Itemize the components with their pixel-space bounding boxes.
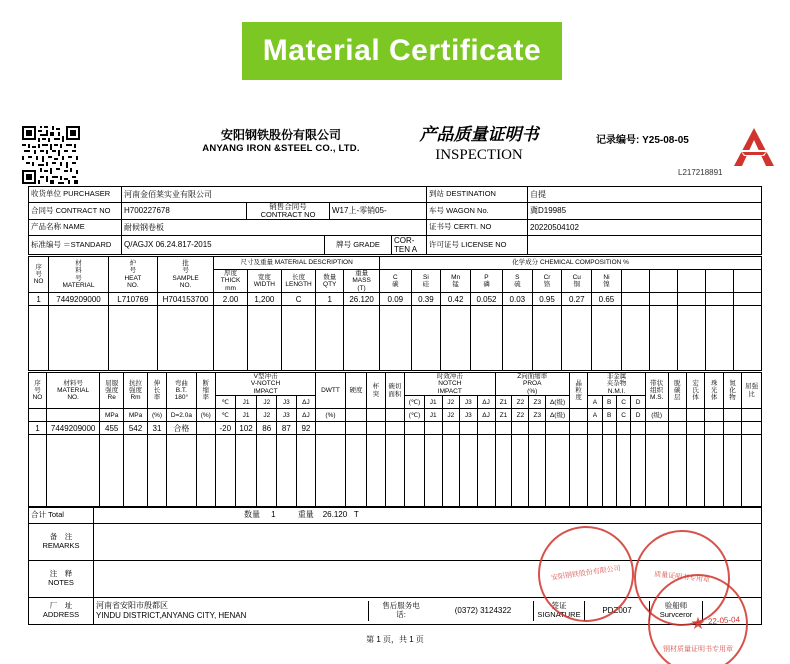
cell-empty — [344, 306, 380, 371]
cell-empty — [277, 435, 297, 508]
cell-empty — [631, 435, 645, 508]
unit-grain — [569, 409, 587, 422]
unit-nmi-c: C — [616, 409, 630, 422]
col-group-nmi: 非金属 夹杂物 N.M.I. — [588, 373, 645, 396]
col-group-aging: 时效冲击 NOTCH IMPACT — [405, 373, 496, 396]
qty-value: 1 — [271, 510, 276, 520]
unit-a-j2: J2 — [442, 409, 460, 422]
unit-tensile: MPa — [124, 409, 148, 422]
col-material: 材 料 号 MATERIAL — [49, 257, 109, 293]
col-banded: 带状 组织 M.S. — [645, 373, 668, 409]
unit-ratio — [742, 409, 762, 422]
mass-label: 重量 — [297, 510, 314, 520]
col-v-avg: ΔJ — [296, 396, 316, 409]
cell-z1 — [495, 422, 512, 435]
col-macro: 宏 氏 体 — [686, 373, 704, 409]
col-v-j1: J1 — [235, 396, 257, 409]
unit-no — [29, 409, 47, 422]
notes-value — [94, 561, 762, 598]
mechanical-properties-table — [28, 372, 762, 508]
cell-empty — [569, 435, 587, 508]
cell-qty: 1 — [316, 293, 344, 306]
col-el-si: Si 硅 — [411, 270, 441, 293]
col-a-j1: J1 — [424, 396, 442, 409]
document-title-cn: 产品质量证明书 — [419, 125, 539, 144]
unit-reduction: (%) — [196, 409, 215, 422]
table-row — [29, 422, 762, 435]
cell-empty — [49, 306, 109, 371]
col-a-temp: (℃) — [405, 396, 425, 409]
cell-no: 1 — [29, 422, 47, 435]
cell-empty — [442, 435, 460, 508]
standard-label: 标准编号 ＝STANDARD — [29, 235, 122, 254]
cell-empty — [157, 306, 213, 371]
col-a-avg: ΔJ — [477, 396, 495, 409]
col-elongation: 伸 长 率 — [147, 373, 166, 409]
col-v-j2: J2 — [257, 396, 277, 409]
cell-cup — [367, 422, 385, 435]
seal3-text: 钢材质量证明书专用章 — [663, 646, 733, 654]
qty-label: 数量 — [244, 510, 260, 520]
cell-width: 1,200 — [247, 293, 281, 306]
cell-empty — [380, 306, 411, 371]
cell-elongation: 31 — [147, 422, 166, 435]
service-phone-label: 售后服务电 话: — [369, 601, 434, 620]
col-el-blank3 — [677, 270, 705, 293]
license-value — [528, 235, 762, 254]
cell-empty — [281, 306, 316, 371]
company-name-cn: 安阳钢铁股份有限公司 — [220, 128, 341, 142]
material-certificate-banner — [240, 20, 564, 82]
cell-empty — [147, 435, 166, 508]
col-yield: 屈服 强度 Re — [100, 373, 124, 409]
contract-value: H700227678 — [124, 206, 170, 216]
col-el-cu: Cu 铜 — [562, 270, 592, 293]
col-reduction: 断 缩 率 — [196, 373, 215, 409]
anyang-steel-logo-icon — [730, 126, 778, 170]
record-number-label: 记录编号: — [596, 135, 640, 146]
col-sample: 批 号 SAMPLE NO. — [157, 257, 213, 293]
col-length: 长度 LENGTH — [281, 270, 316, 293]
col-tensile: 抗拉 强度 Rm — [124, 373, 148, 409]
unit-nmi-a: A — [588, 409, 602, 422]
remarks-label: 备 注 REMARKS — [29, 524, 94, 561]
table-header-row — [29, 373, 762, 396]
cell-blank3 — [677, 293, 705, 306]
col-flat: 碗切 面积 — [385, 373, 404, 409]
info-table — [28, 186, 762, 255]
seal1-text: 安阳钢铁股份有限公司 — [550, 565, 622, 582]
unit-a-temp: (℃) — [405, 409, 425, 422]
cell-empty — [532, 306, 562, 371]
unit-v-temp: ℃ — [215, 409, 235, 422]
cell-a-avg — [477, 422, 495, 435]
cell-empty — [367, 435, 385, 508]
cell-nmi-d — [631, 422, 645, 435]
cell-empty — [602, 435, 616, 508]
notes-label: 注 释 NOTES — [29, 561, 94, 598]
table-row-empty — [29, 306, 762, 371]
cell-a-j1 — [424, 422, 442, 435]
cell-thick: 2.00 — [214, 293, 248, 306]
cell-a-j2 — [442, 422, 460, 435]
cell-v-j1: 102 — [235, 422, 257, 435]
cell-empty — [616, 435, 630, 508]
cell-empty — [705, 306, 733, 371]
table-row — [29, 219, 762, 235]
cell-empty — [723, 435, 741, 508]
company-block — [176, 128, 386, 155]
cell-empty — [477, 435, 495, 508]
cell-material: 7449209000 — [46, 422, 99, 435]
cell-z-avg — [546, 422, 570, 435]
unit-nmi-d: D — [631, 409, 645, 422]
mass-unit: T — [353, 510, 359, 520]
col-el-c: C 碳 — [380, 270, 411, 293]
col-dwtt: DWTT — [316, 373, 346, 409]
cell-p: 0.052 — [470, 293, 502, 306]
cell-no: 1 — [29, 293, 49, 306]
cell-empty — [247, 306, 281, 371]
cell-empty — [124, 435, 148, 508]
cert-value: 20220504102 — [528, 219, 762, 235]
col-z2: Z2 — [512, 396, 529, 409]
col-width: 宽度 WIDTH — [247, 270, 281, 293]
product-value: 耐候钢卷板 — [122, 219, 427, 235]
col-el-mn: Mn 锰 — [441, 270, 471, 293]
col-nmi-d: D — [631, 396, 645, 409]
cell-empty — [512, 435, 529, 508]
cell-nmi-a — [588, 422, 602, 435]
col-el-s: S 硫 — [502, 270, 532, 293]
col-heat: 炉 号 HEAT NO. — [108, 257, 157, 293]
col-v-j3: J3 — [277, 396, 297, 409]
cell-empty — [686, 435, 704, 508]
cell-c: 0.09 — [380, 293, 411, 306]
cell-dwtt — [316, 422, 346, 435]
unit-z1: Z1 — [495, 409, 512, 422]
unit-a-j3: J3 — [460, 409, 478, 422]
banner-title: Material Certificate — [262, 34, 542, 67]
document-title-block — [386, 124, 572, 166]
unit-yield: MPa — [100, 409, 124, 422]
cell-empty — [405, 435, 425, 508]
cell-empty — [592, 306, 622, 371]
destination-label: 到站 DESTINATION — [427, 187, 528, 203]
address-label: 厂 址 ADDRESS — [29, 598, 94, 625]
cell-ratio — [742, 422, 762, 435]
cell-empty — [196, 435, 215, 508]
unit-a-j1: J1 — [424, 409, 442, 422]
cell-empty — [424, 435, 442, 508]
cell-empty — [29, 435, 47, 508]
cell-cr: 0.95 — [532, 293, 562, 306]
cell-decarb — [668, 422, 686, 435]
cell-banded — [645, 422, 668, 435]
col-nitride: 氮 化 物 — [723, 373, 741, 409]
cell-empty — [529, 435, 546, 508]
col-cup: 杯 突 — [367, 373, 385, 409]
notes-row — [29, 561, 762, 598]
col-el-cr: Cr 铬 — [532, 270, 562, 293]
col-a-j3: J3 — [460, 396, 478, 409]
col-group-proa: Z向面缩率 PROA (%) — [495, 373, 569, 396]
stamp-date: 22-05-04 — [707, 614, 741, 627]
cell-empty — [668, 435, 686, 508]
wagon-value: 冀D19985 — [528, 203, 762, 220]
cell-blank1 — [621, 293, 649, 306]
col-z1: Z1 — [495, 396, 512, 409]
col-grain: 晶 粒 度 — [569, 373, 587, 409]
cell-v-j3: 87 — [277, 422, 297, 435]
col-el-blank5 — [733, 270, 761, 293]
col-mass: 重量 MASS (T) — [344, 270, 380, 293]
cell-empty — [167, 435, 197, 508]
qr-code-icon — [22, 126, 80, 184]
cell-blank4 — [705, 293, 733, 306]
signature-label: 签证 SIGNATURE — [534, 601, 585, 620]
sales-contract-value: W17上-零销05- — [330, 203, 427, 219]
col-nmi-c: C — [616, 396, 630, 409]
license-label: 许可证号 LICENSE NO — [427, 235, 528, 254]
page-note: 第 1 页，共 1 页 — [366, 635, 424, 644]
cell-blank2 — [649, 293, 677, 306]
col-group-vnotch: V型冲击 V-NOTCH IMPACT — [215, 373, 315, 396]
sales-contract-label: 销售合同号 CONTRACT NO — [247, 203, 330, 219]
unit-cup — [367, 409, 385, 422]
cell-macro — [686, 422, 704, 435]
unit-v-avg: ΔJ — [296, 409, 316, 422]
cell-flat — [385, 422, 404, 435]
col-nmi-b: B — [602, 396, 616, 409]
cell-v-temp: -20 — [215, 422, 235, 435]
col-pearlite: 珠 光 体 — [705, 373, 723, 409]
cell-cu: 0.27 — [562, 293, 592, 306]
col-decarb: 脱 碳 层 — [668, 373, 686, 409]
unit-v-j1: J1 — [235, 409, 257, 422]
cell-mass: 26.120 — [344, 293, 380, 306]
unit-z-avg: Δ(级) — [546, 409, 570, 422]
unit-decarb — [668, 409, 686, 422]
cell-empty — [705, 435, 723, 508]
remarks-row — [29, 524, 762, 561]
grade-label: 牌号 GRADE — [325, 236, 392, 254]
cell-nmi-b — [602, 422, 616, 435]
seal-star-icon: ★ — [690, 614, 706, 633]
unit-flat — [385, 409, 404, 422]
cell-empty — [235, 435, 257, 508]
cell-empty — [677, 306, 705, 371]
unit-a-avg: ΔJ — [477, 409, 495, 422]
cell-empty — [257, 435, 277, 508]
col-yield-ratio: 屈强 比 — [742, 373, 762, 409]
col-z-avg: Δ(级) — [546, 396, 570, 409]
unit-bend: D=2.0a — [167, 409, 197, 422]
contract-label: 合同号 CONTRACT NO — [29, 203, 122, 220]
cell-hardness — [345, 422, 366, 435]
col-el-blank1 — [621, 270, 649, 293]
cell-empty — [733, 306, 761, 371]
unit-z3: Z3 — [529, 409, 546, 422]
cell-grain — [569, 422, 587, 435]
table-row — [29, 293, 762, 306]
unit-v-j2: J2 — [257, 409, 277, 422]
unit-nitride — [723, 409, 741, 422]
cell-s: 0.03 — [502, 293, 532, 306]
col-hardness: 硬度 — [345, 373, 366, 409]
cell-v-j2: 86 — [257, 422, 277, 435]
cell-mn: 0.42 — [441, 293, 471, 306]
cell-empty — [296, 435, 316, 508]
col-z3: Z3 — [529, 396, 546, 409]
total-label: 合计 Total — [29, 507, 94, 524]
unit-dwtt: (%) — [316, 409, 346, 422]
cell-v-avg: 92 — [296, 422, 316, 435]
signature-value: PDZ007 — [585, 601, 650, 620]
serial-number: L217218891 — [678, 168, 723, 177]
cell-empty — [29, 306, 49, 371]
table-row — [29, 187, 762, 203]
col-el-ni: Ni 镍 — [592, 270, 622, 293]
destination-value: 自提 — [528, 187, 762, 203]
col-no: 序 号 NO — [29, 373, 47, 409]
unit-banded: (级) — [645, 409, 668, 422]
total-row — [29, 507, 762, 524]
col-group-chemistry: 化学成分 CHEMICAL COMPOSITION % — [380, 257, 762, 270]
cell-empty — [649, 306, 677, 371]
col-el-blank4 — [705, 270, 733, 293]
col-group-dimension: 尺寸及重量 MATERIAL DESCRIPTION — [214, 257, 380, 270]
cell-empty — [385, 435, 404, 508]
unit-nmi-b: B — [602, 409, 616, 422]
cell-yield: 455 — [100, 422, 124, 435]
cell-empty — [502, 306, 532, 371]
cell-material: 7449209000 — [49, 293, 109, 306]
col-material: 材料号 MATERIAL NO. — [46, 373, 99, 409]
mass-value: 26.120 — [322, 510, 348, 520]
cell-empty — [495, 435, 512, 508]
cert-label: 证书号 CERTI. NO — [427, 219, 528, 235]
grade-value: COR-TEN A — [392, 236, 427, 254]
unit-hardness — [345, 409, 366, 422]
purchaser-label: 收货单位 PURCHASER — [29, 187, 122, 203]
cell-heat: L710769 — [108, 293, 157, 306]
address-value: 河南省安阳市殷都区 YINDU DISTRICT,ANYANG CITY, HENAN — [96, 601, 247, 620]
cell-empty — [742, 435, 762, 508]
document-title-en: INSPECTION — [435, 147, 523, 164]
cell-empty — [441, 306, 471, 371]
col-el-blank2 — [649, 270, 677, 293]
record-number-value: Y25-08-05 — [642, 135, 689, 146]
table-row — [29, 203, 762, 220]
table-units-row — [29, 409, 762, 422]
total-values — [94, 507, 762, 524]
table-group-header-row — [29, 257, 762, 270]
table-row-empty — [29, 435, 762, 508]
cell-bend: 合格 — [167, 422, 197, 435]
cell-si: 0.39 — [411, 293, 441, 306]
cell-blank5 — [733, 293, 761, 306]
cell-empty — [562, 306, 592, 371]
certificate-sheet — [18, 118, 772, 654]
col-qty: 数量 QTY — [316, 270, 344, 293]
cell-empty — [108, 306, 157, 371]
col-a-j2: J2 — [442, 396, 460, 409]
cell-empty — [470, 306, 502, 371]
seal2-text: 质量证明书专用章 — [653, 571, 711, 585]
cell-z2 — [512, 422, 529, 435]
unit-macro — [686, 409, 704, 422]
cell-empty — [214, 306, 248, 371]
cell-ni: 0.65 — [592, 293, 622, 306]
cell-empty — [411, 306, 441, 371]
cell-tensile: 542 — [124, 422, 148, 435]
col-bend: 弯曲 B.T. 180° — [167, 373, 197, 409]
product-label: 产品名称 NAME — [29, 219, 122, 235]
cell-nmi-c — [616, 422, 630, 435]
cell-empty — [46, 435, 99, 508]
cell-nitride — [723, 422, 741, 435]
cell-empty — [215, 435, 235, 508]
cell-z3 — [529, 422, 546, 435]
col-no: 序 号 NO — [29, 257, 49, 293]
remarks-value — [94, 524, 762, 561]
col-el-p: P 磷 — [470, 270, 502, 293]
cell-empty — [460, 435, 478, 508]
address-row — [29, 598, 762, 625]
record-number — [596, 131, 689, 146]
cell-empty — [645, 435, 668, 508]
cell-empty — [621, 306, 649, 371]
company-name-en: ANYANG IRON &STEEL CO., LTD. — [202, 143, 360, 154]
chemical-composition-table — [28, 256, 762, 371]
service-phone-value: (0372) 3124322 — [454, 606, 512, 616]
footer-table — [28, 506, 762, 625]
cell-sample: H704153700 — [157, 293, 213, 306]
cell-pearlite — [705, 422, 723, 435]
table-row — [29, 235, 762, 254]
cell-empty — [100, 435, 124, 508]
cell-empty — [316, 435, 346, 508]
col-nmi-a: A — [588, 396, 602, 409]
wagon-label: 车号 WAGON No. — [427, 203, 528, 220]
unit-v-j3: J3 — [277, 409, 297, 422]
cell-empty — [546, 435, 570, 508]
standard-value: Q/AGJX 06.24.817-2015 — [124, 240, 212, 250]
unit-material — [46, 409, 99, 422]
unit-pearlite — [705, 409, 723, 422]
cell-empty — [588, 435, 602, 508]
inspector-label: 验船师 Survceror — [650, 601, 703, 620]
cell-empty — [345, 435, 366, 508]
col-thick: 厚度 THICK mm — [214, 270, 248, 293]
cell-empty — [316, 306, 344, 371]
col-v-temp: ℃ — [215, 396, 235, 409]
unit-z2: Z2 — [512, 409, 529, 422]
cell-reduction — [196, 422, 215, 435]
cell-length: C — [281, 293, 316, 306]
unit-elongation: (%) — [147, 409, 166, 422]
cell-a-temp — [405, 422, 425, 435]
purchaser-value: 河南金佰莱实业有限公司 — [122, 187, 427, 203]
cell-a-j3 — [460, 422, 478, 435]
